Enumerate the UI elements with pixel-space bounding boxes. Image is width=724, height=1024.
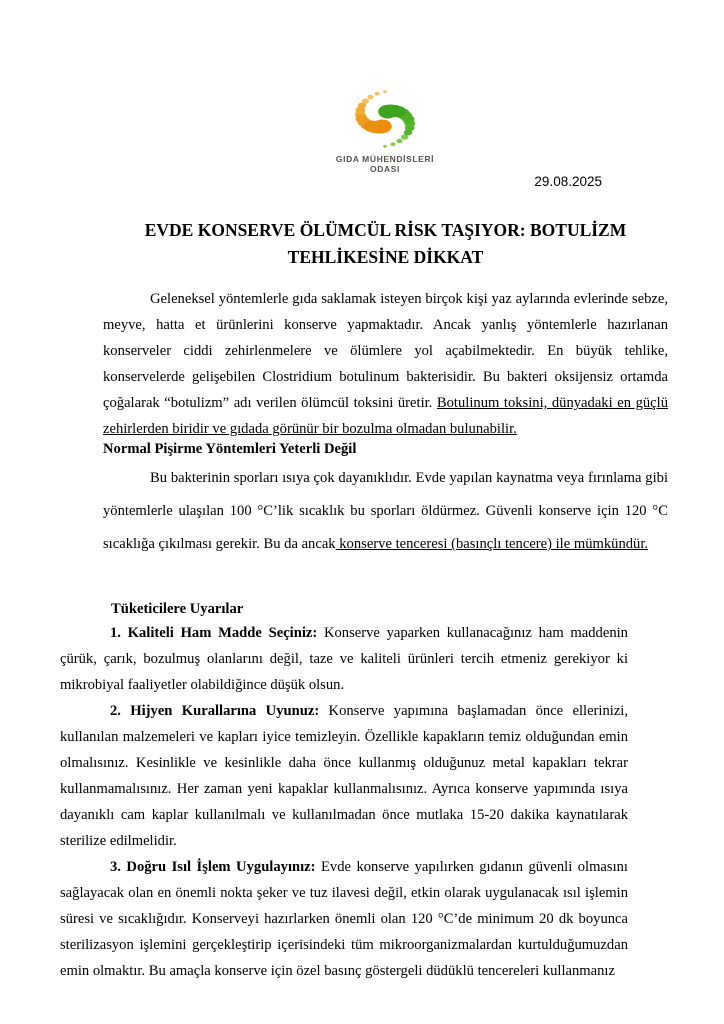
advice-item-2-label: 2. Hijyen Kurallarına Uyunuz: bbox=[110, 703, 320, 719]
organization-logo bbox=[312, 84, 458, 174]
document-title bbox=[103, 217, 668, 271]
intro-text: Geleneksel yöntemlerle gıda saklamak isteyen birçok kişi yaz aylarında evlerinde sebze, meyve, hatta et ürünlerini konserve yapmaktadır. Ancak yanlış yöntemlerle hazırlanan konserveler ciddi zehirlenmelere ve ölümlere yol açabilmektedir. En büyük tehlike, konservelerde gelişebilen Clostridium botulinum bakterisidir. Bu bakteri oksijensiz ortamda çoğalarak “botulizm” adı verilen ölümcül toksini üretir. bbox=[103, 291, 668, 411]
intro-underlined-warning: Botulinum toksini, dünyadaki en güçlü zehirlerden biridir ve gıdada görünür bir bozulma olmadan bulunabilir. bbox=[103, 395, 668, 437]
advice-item-1 bbox=[60, 620, 628, 698]
dotted-swirl-logo-icon bbox=[332, 84, 438, 154]
advice-list bbox=[60, 620, 628, 984]
title-line-2: TEHLİKESİNE DİKKAT bbox=[287, 247, 484, 267]
document-date: 29.08.2025 bbox=[534, 174, 602, 189]
pressure-cooker-underlined: konserve tenceresi (basınçlı tencere) ile mümkündür. bbox=[335, 536, 649, 552]
title-line-1: EVDE KONSERVE ÖLÜMCÜL RİSK TAŞIYOR: BOTULİZM bbox=[144, 220, 627, 240]
advice-item-3 bbox=[60, 854, 628, 984]
logo-caption bbox=[312, 155, 458, 174]
logo-org-name-line2: ODASI bbox=[370, 163, 400, 174]
heading-consumer-warnings: Tüketicilere Uyarılar bbox=[111, 601, 244, 617]
advice-item-3-label: 3. Doğru Isıl İşlem Uygulayınız: bbox=[110, 859, 316, 875]
paragraph-spores-heat bbox=[103, 462, 668, 561]
advice-item-1-text: Konserve yaparken kullanacağınız ham maddenin çürük, çarık, bozulmuş olanlarını değil, taze ve kaliteli ürünleri tercih etmeniz gerekiyor ki mikrobiyal faaliyetler olabildiğince düşük olsun. bbox=[60, 625, 628, 693]
advice-item-2 bbox=[60, 698, 628, 854]
advice-item-2-text: Konserve yapımına başlamadan önce ellerinizi, kullanılan malzemeleri ve kapları iyice temizleyin. Özellikle kapakların temiz olduğundan emin olmalısınız. Kesinlikle ve kesinlikle daha önce kullanmış olduğunuz metal kapakları tekrar kullanmamalısınız. Her zaman yeni kapaklar kullanmalısınız. Ayrıca konserve yapımında ısıya dayanıklı cam kaplar kullanılmalı ve kullanılmadan önce mutlaka 15-20 dakika kaynatılarak sterilize edilmelidir. bbox=[60, 703, 628, 849]
advice-item-1-label: 1. Kaliteli Ham Madde Seçiniz: bbox=[110, 625, 318, 641]
advice-item-3-text: Evde konserve yapılırken gıdanın güvenli olmasını sağlayacak olan en önemli nokta şeker ve tuz ilavesi değil, etkin olarak uygulanacak ısıl işlemin süresi ve sıcaklığıdır. Konserveyi hazırlarken önemli olan 120 °C’de minimum 20 dk boyunca sterilizasyon işlemini gerçekleştirip içerisindeki tüm mikroorganizmalardan kurtulduğumuzdan emin olmaktır. Bu amaçla konserve için özel basınç göstergeli düdüklü tencereleri kullanmanız bbox=[60, 859, 628, 979]
logo-org-name-line1: GIDA MÜHENDİSLERİ bbox=[335, 154, 435, 164]
spores-text: Bu bakterinin sporları ısıya çok dayanıklıdır. Evde yapılan kaynatma veya fırınlama gibi yöntemlerle ulaşılan 100 °C’lik sıcaklık bu sporları öldürmez. Güvenli konserve için 120 °C sıcaklığa çıkılması gerekir. Bu da ancak bbox=[103, 470, 668, 552]
paragraph-botulism-intro bbox=[103, 286, 668, 442]
heading-cooking-not-enough: Normal Pişirme Yöntemleri Yeterli Değil bbox=[103, 441, 357, 457]
